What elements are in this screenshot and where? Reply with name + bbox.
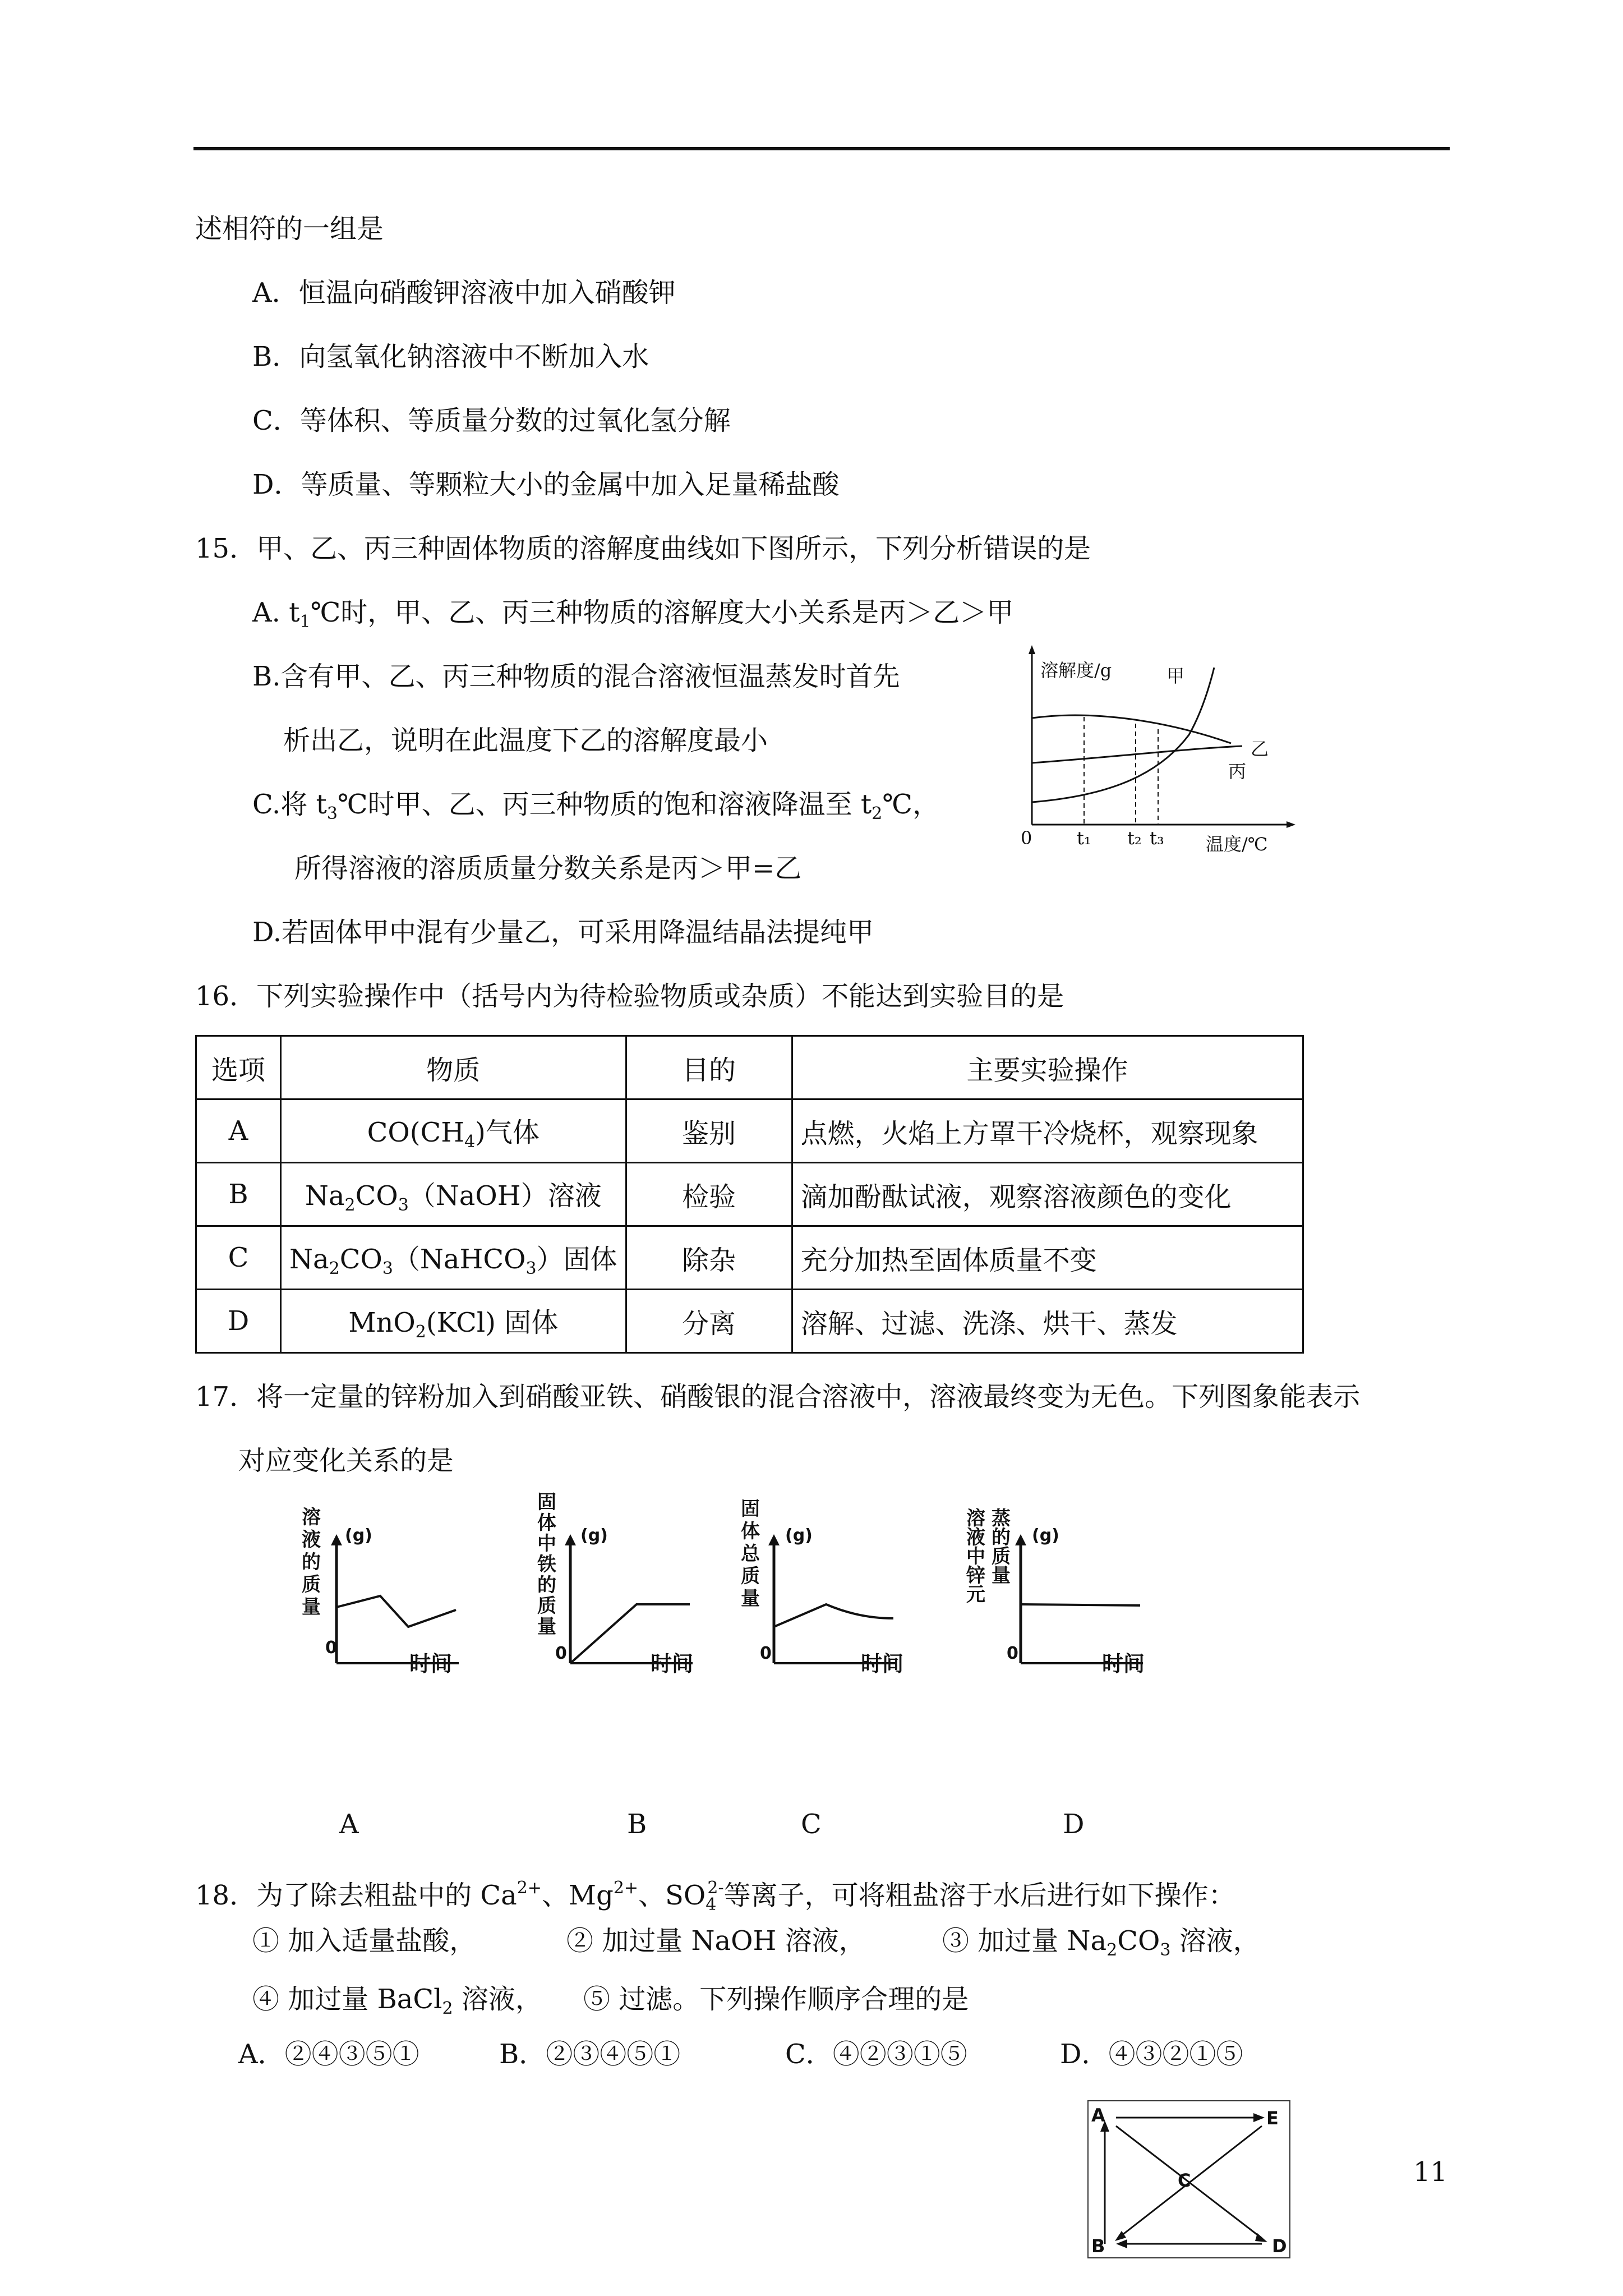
header-substance: 物质 [281,1036,626,1099]
q15-option-c-line2: 所得溶液的溶质质量分数关系是丙＞甲=乙 [294,853,802,884]
node-e: E [1266,2108,1279,2129]
table-row [196,1290,1303,1353]
graph-ylabel: 溶解度/g [1040,660,1112,681]
q18-op5: ⑤ 过滤。下列操作顺序合理的是 [583,1984,969,2015]
graph-a-unit: (g) [345,1526,372,1545]
q16-table [195,1035,1304,1354]
q17-stem-line1: 17．将一定量的锌粉加入到硝酸亚铁、硝酸银的混合溶液中，溶液最终变为无色。下列图象能表示 [195,1381,1361,1412]
row-operation: 充分加热至固体质量不变 [792,1226,1303,1290]
graph-xlabel: 温度/℃ [1206,834,1268,855]
row-goal: 检验 [626,1163,792,1226]
q14-option-d: D．等质量、等颗粒大小的金属中加入足量稀盐酸 [252,469,840,500]
graph-d-ylabel-b: 蒸 的 质 量 [992,1507,1011,1587]
graph-c-origin: 0 [760,1644,772,1663]
q18-option-d: D．④③②①⑤ [1060,2039,1243,2070]
q15-option-b-line1: B.含有甲、乙、丙三种物质的混合溶液恒温蒸发时首先 [252,661,900,692]
q17-label-c: C [801,1809,822,1840]
header-option: 选项 [196,1036,281,1099]
q18-option-c: C．④②③①⑤ [785,2039,967,2070]
node-c: C [1178,2170,1191,2191]
q16-stem: 16．下列实验操作中（括号内为待检验物质或杂质）不能达到实验目的是 [195,981,1064,1012]
row-operation: 点燃，火焰上方罩干冷烧杯，观察现象 [792,1099,1303,1163]
graph-a-xlabel: 时间 [409,1651,453,1676]
x-axis-arrow [1287,821,1295,828]
q17-label-b: B [627,1809,647,1840]
graph-b-origin: 0 [555,1644,567,1663]
curve-yi [1032,746,1242,763]
graph-b-ylabel: 固 体 中 铁 的 质 量 [537,1491,556,1638]
y-axis-arrow [1029,645,1035,654]
row-option: B [196,1163,281,1226]
row-operation: 滴加酚酞试液，观察溶液颜色的变化 [792,1163,1303,1226]
table-header-row [196,1036,1303,1099]
q14-option-b: B．向氢氧化钠溶液中不断加入水 [252,341,649,372]
table-row [196,1163,1303,1226]
row-operation: 溶解、过滤、洗涤、烘干、蒸发 [792,1290,1303,1353]
curve-label-bing: 丙 [1228,761,1247,782]
row-goal: 鉴别 [626,1099,792,1163]
q14-stem-continuation: 述相符的一组是 [195,213,384,245]
q18-op3: ③ 加过量 $Na_2CO_3$ 溶液， [942,1925,1260,1960]
q17-label-a: A [339,1809,359,1840]
row-goal: 除杂 [626,1226,792,1290]
q15-option-b-line2: 析出乙，说明在此温度下乙的溶解度最小 [283,725,768,756]
q15-option-c-line1: C.将 $t_3℃$时甲、乙、丙三种物质的饱和溶液降温至 $t_2℃$， [252,789,939,823]
graph-c-ylabel: 固 体 总 质 量 [741,1498,760,1610]
node-a: A [1091,2105,1105,2126]
row-substance: $CO(CH_4)$气体 [281,1099,626,1163]
q18-op4: ④ 加过量 BaCl$_2$ 溶液， [252,1984,542,2018]
graph-c-unit: (g) [785,1526,813,1545]
graph-b-unit: (g) [580,1526,608,1545]
q18-option-b: B．②③④⑤① [499,2039,681,2070]
graph-d-xlabel: 时间 [1102,1651,1145,1676]
q18-option-a: A．②④③⑤① [238,2039,419,2070]
tick-t2: t₂ [1127,827,1142,849]
tick-t3: t₃ [1150,827,1164,849]
curve-jia [1032,668,1214,802]
curve-label-jia: 甲 [1166,665,1185,687]
header-rule [193,147,1450,150]
curve-label-yi: 乙 [1251,738,1269,760]
table-row [196,1226,1303,1290]
q18-stem: 18．为了除去粗盐中的 $Ca^{2+}$、$Mg^{2+}$、$SO_4^{2-}$等离子，可将粗盐溶于水后进行如下操作： [195,1878,1235,1915]
graph-a-ylabel: 溶 液 的 质 量 [302,1506,321,1618]
graph-c-xlabel: 时间 [861,1651,904,1676]
q18-op2: ② 加过量 NaOH 溶液， [566,1925,866,1957]
node-b: B [1091,2235,1105,2257]
graph-d-origin: 0 [1007,1644,1018,1663]
q15-option-a: A. $t_1℃$时，甲、乙、丙三种物质的溶解度大小关系是丙＞乙＞甲 [252,597,1014,632]
row-option: D [196,1290,281,1353]
graph-d-unit: (g) [1032,1526,1059,1545]
header-operation: 主要实验操作 [792,1036,1303,1099]
page-number: 11 [1413,2156,1448,2188]
q17-stem-line2: 对应变化关系的是 [238,1445,454,1476]
header-goal: 目的 [626,1036,792,1099]
graph-b-xlabel: 时间 [651,1651,694,1676]
row-substance: $Na_2CO_3(NaHCO_3)$固体 [281,1226,626,1290]
q17-label-d: D [1063,1809,1085,1840]
row-goal: 分离 [626,1290,792,1353]
q18-op1: ① 加入适量盐酸， [252,1925,477,1957]
q14-option-a: A．恒温向硝酸钾溶液中加入硝酸钾 [252,277,676,309]
row-substance: MnO$_2$(KCl) 固体 [281,1290,626,1353]
curve-bing [1032,715,1231,743]
row-substance: $Na_2CO_3(NaOH)$溶液 [281,1163,626,1226]
graph-a-origin: 0 [325,1638,337,1658]
q15-option-d: D.若固体甲中混有少量乙，可采用降温结晶法提纯甲 [252,917,874,948]
node-d: D [1272,2235,1287,2257]
q14-option-c: C．等体积、等质量分数的过氧化氢分解 [252,405,731,436]
table-row [196,1099,1303,1163]
tick-t1: t₁ [1077,827,1091,849]
graph-origin: 0 [1021,827,1032,849]
q15-stem: 15．甲、乙、丙三种固体物质的溶解度曲线如下图所示，下列分析错误的是 [195,533,1091,564]
graph-d-ylabel-a: 溶 液 中 锌 元 [966,1507,985,1606]
row-option: C [196,1226,281,1290]
row-option: A [196,1099,281,1163]
